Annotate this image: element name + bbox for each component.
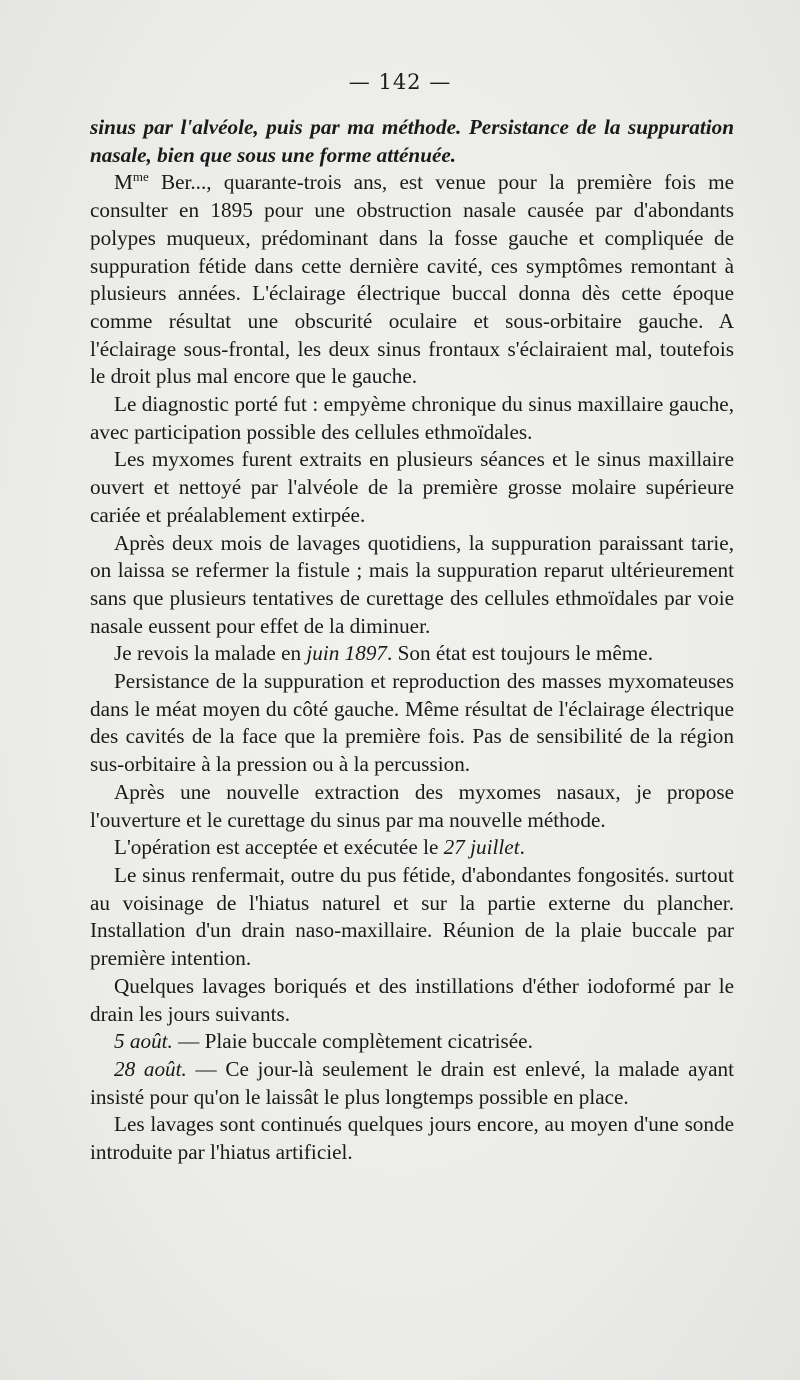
paragraph-lavages: Après deux mois de lavages quotidiens, la suppuration paraissant tarie, on laissa se refermer la fistule ; mais la suppuration reparut ultérieurement sans que plusieurs tentatives de curettage des cellules ethmoïdales par voie nasale eussent pour effet de la diminuer.: [90, 530, 734, 638]
aout-28-date: 28 août.: [114, 1056, 187, 1081]
paragraph-case-intro: [90, 169, 734, 391]
patient-title-sup: me: [132, 169, 149, 185]
page-body: [90, 114, 734, 1167]
operation-after: .: [519, 835, 525, 860]
case-subtitle: sinus par l'alvéole, puis par ma méthode. Persistance de la suppuration nasale, bien que sous une forme atténuée.: [90, 115, 734, 167]
paragraph-myxomes: Les myxomes furent extraits en plusieurs séances et le sinus maxillaire ouvert et nettoyé par l'alvéole de la première grosse molaire supérieure cariée et préalablement extirpée.: [90, 447, 734, 527]
paragraph-case-intro-text: Ber..., quarante-trois ans, est venue pour la première fois me consulter en 1895 pour une obstruction nasale causée par d'abondants polypes muqueux, prédominant dans la fosse gauche et compliquée de suppuration fétide dans cette dernière cavité, ces symptômes remontant à plusieurs années. L'éclairage électrique buccal donna dès cette époque comme résultat une obscurité oculaire et sous-orbitaire gauche. A l'éclairage sous-frontal, les deux sinus frontaux s'éclairaient mal, toutefois le droit plus mal encore que le gauche.: [90, 170, 734, 389]
aout-5-text: — Plaie buccale complètement cicatrisée.: [172, 1029, 533, 1054]
patient-title: M: [114, 170, 133, 195]
paragraph-aout-5: [90, 1028, 734, 1056]
revisit-before: Je revois la malade en: [114, 641, 307, 666]
revisit-date: juin 1897: [306, 641, 388, 666]
aout-5-date: 5 août.: [114, 1029, 173, 1054]
paragraph-aout-28: [90, 1056, 734, 1111]
paragraph-diagnosis: Le diagnostic porté fut : empyème chronique du sinus maxillaire gauche, avec participation possible des cellules ethmoïdales.: [90, 392, 734, 444]
paragraph-final: Les lavages sont continués quelques jours encore, au moyen d'une sonde introduite par l'hiatus artificiel.: [90, 1112, 734, 1165]
paragraph-revisit: [90, 640, 734, 668]
paragraph-findings: Le sinus renfermait, outre du pus fétide, d'abondantes fongosités. surtout au voisinage de l'hiatus naturel et sur la partie externe du plancher. Installation d'un drain naso-maxillaire. Réunion de la plaie buccale par première intention.: [90, 862, 734, 971]
aout-28-text: — Ce jour-là seulement le drain est enlevé, la malade ayant insisté pour qu'on le laissât le plus longtemps possible en place.: [90, 1056, 734, 1109]
paragraph-operation: [90, 834, 734, 862]
operation-date: 27 juillet: [443, 835, 520, 860]
paragraph-instillations: Quelques lavages boriqués et des instillations d'éther iodoformé par le drain les jours suivants.: [90, 973, 734, 1026]
revisit-after: . Son état est toujours le même.: [387, 641, 653, 666]
page-number: — 142 —: [348, 70, 452, 94]
operation-before: L'opération est acceptée et exécutée le: [114, 835, 444, 860]
paragraph-persistance: Persistance de la suppuration et reproduction des masses myxomateuses dans le méat moyen du côté gauche. Même résultat de l'éclairage électrique des cavités de la face que la première fois. Pas de sensibilité de la région sus-orbitaire à la pression ou à la percussion.: [90, 669, 734, 777]
paragraph-proposal: Après une nouvelle extraction des myxomes nasaux, je propose l'ouverture et le curettage du sinus par ma nouvelle méthode.: [90, 779, 734, 832]
